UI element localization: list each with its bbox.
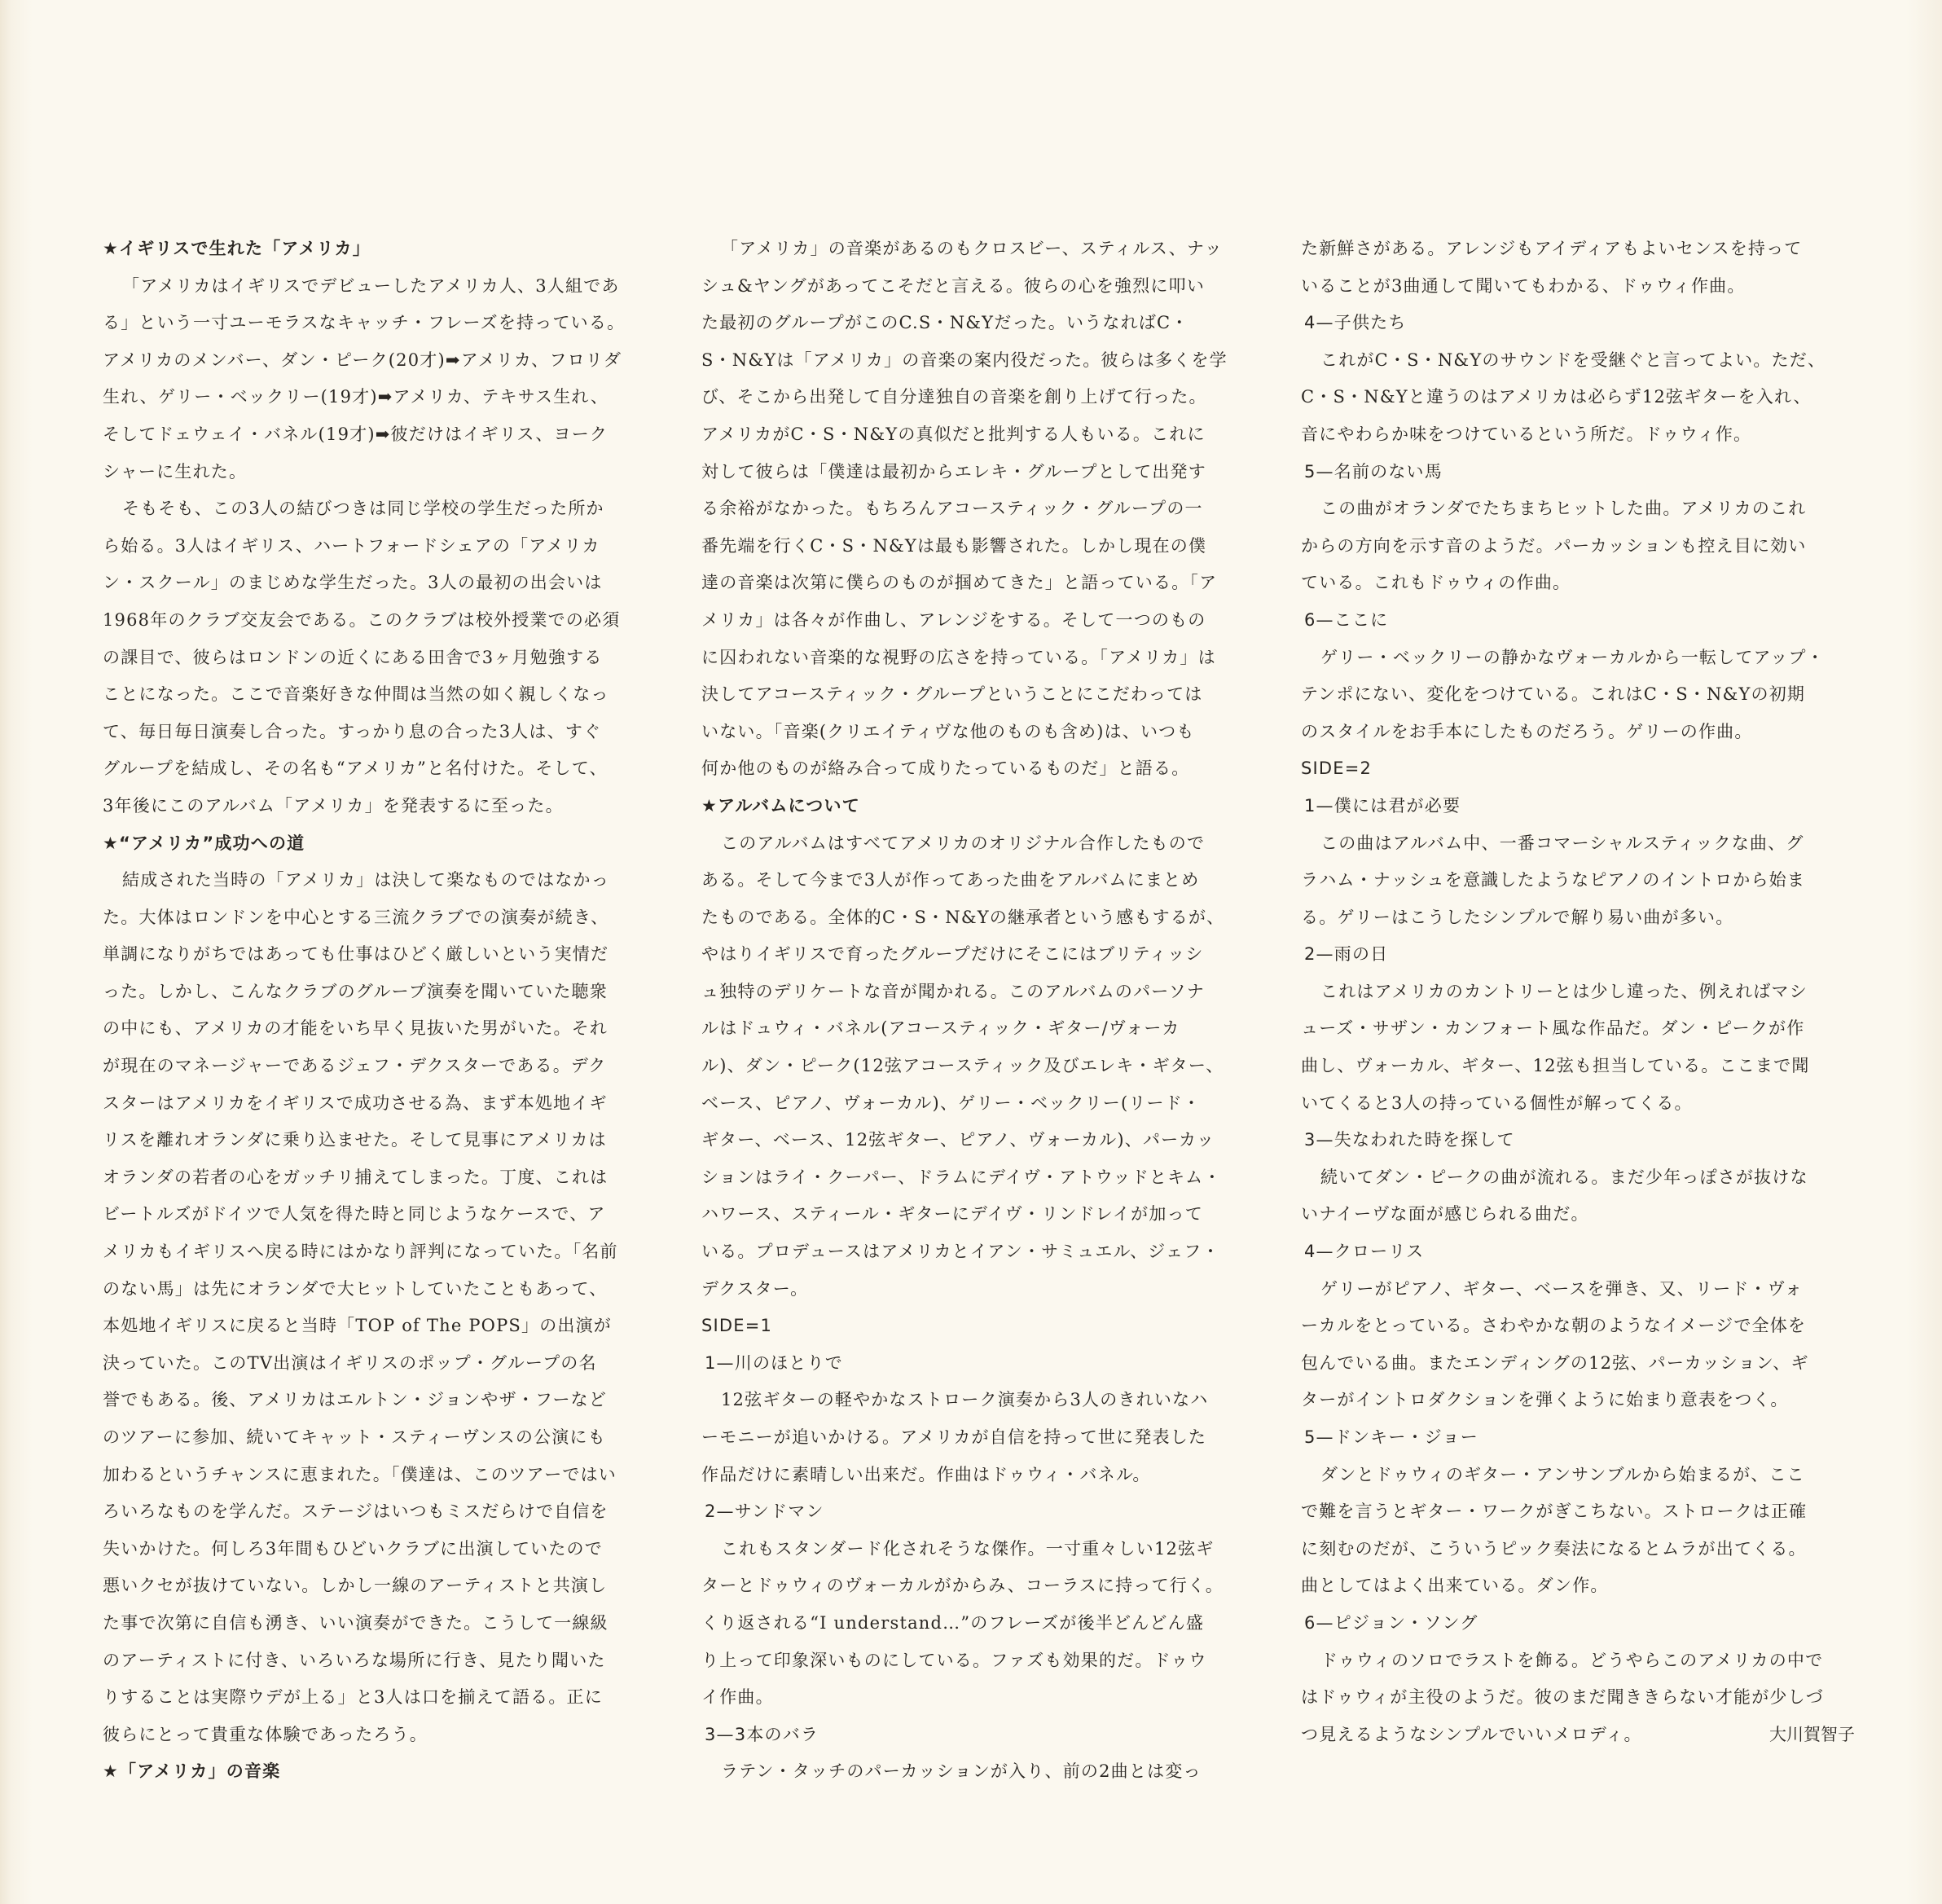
text-line: ら始る。3人はイギリス、ハートフォードシェアの「アメリカ: [103, 535, 600, 556]
text-line: スターはアメリカをイギリスで成功させる為、まず本処地イギ: [103, 1093, 608, 1113]
text-line: アメリカのメンバー、ダン・ピーク(20才)➡アメリカ、フロリダ: [103, 350, 622, 370]
text-line: グループを結成し、その名も“アメリカ”と名付けた。そして、: [103, 759, 608, 779]
paragraph-start: このアルバムはすべてアメリカのオリジナル合作したもので: [721, 833, 1206, 853]
paragraph-start: 「アメリカはイギリスでデビューしたアメリカ人、3人組であ: [122, 275, 620, 296]
track-heading: 3—3本のバラ: [705, 1724, 819, 1744]
track-heading: 5—ドンキー・ジョー: [1304, 1427, 1478, 1447]
text-line: からの方向を示す音のようだ。パーカッションも控え目に効い: [1301, 535, 1807, 556]
text-line: ハワース、スティール・ギターにデイヴ・リンドレイが加って: [701, 1204, 1203, 1225]
track-heading: 3—失なわれた時を探して: [1304, 1130, 1515, 1150]
text-line: 単調になりがちではあっても仕事はひどく厳しいという実情だ: [103, 944, 609, 965]
track-heading: 5—名前のない馬: [1304, 461, 1443, 481]
paragraph-start: ゲリー・ベックリーの静かなヴォーカルから一転してアップ・: [1320, 647, 1825, 667]
text-line: 達の音楽は次第に僕らのものが掴めてきた」と語っている。「ア: [701, 573, 1218, 593]
text-line: 3年後にこのアルバム「アメリカ」を発表するに至った。: [103, 795, 564, 816]
text-line: で難を言うとギター・ワークがぎこちない。ストロークは正確: [1301, 1502, 1808, 1522]
text-line: ろいろなものを学んだ。ステージはいつもミスだらけで自信を: [103, 1502, 609, 1522]
text-line: ーモニーが追いかける。アメリカが自信を持って世に発表した: [701, 1427, 1207, 1447]
side-label: SIDE=1: [701, 1316, 773, 1336]
track-heading: 6—ここに: [1304, 609, 1389, 630]
text-line: つ見えるようなシンプルでいいメロディ。: [1301, 1724, 1642, 1744]
text-line: 加わるというチャンスに恵まれた。「僕達は、このツアーではい: [103, 1464, 617, 1484]
paragraph-start: これがC・S・N&Yのサウンドを受継ぐと言ってよい。ただ、: [1320, 350, 1826, 370]
text-line: ン・スクール」のまじめな学生だった。3人の最初の出会いは: [103, 573, 603, 593]
text-line: ル)、ダン・ピーク(12弦アコースティック及びエレキ・ギター、: [701, 1056, 1224, 1076]
text-line: 作品だけに素晴しい出来だ。作曲はドゥウィ・バネル。: [701, 1464, 1151, 1484]
text-line: 曲し、ヴォーカル、ギター、12弦も担当している。ここまで聞: [1301, 1056, 1810, 1076]
text-line: デクスター。: [701, 1278, 809, 1299]
text-line: シュ&ヤングがあってこそだと言える。彼らの心を強烈に叩い: [701, 275, 1206, 296]
paragraph-start: これもスタンダード化されそうな傑作。一寸重々しい12弦ギ: [721, 1538, 1215, 1559]
text-line: リスを離れオランダに乗り込ませた。そして見事にアメリカは: [103, 1130, 607, 1150]
text-line: 彼らにとって貴重な体験であったろう。: [103, 1724, 428, 1744]
text-line: ラハム・ナッシュを意識したようなピアノのイントロから始ま: [1301, 870, 1806, 890]
text-line: はドゥウィが主役のようだ。彼のまだ聞ききらない才能が少しづ: [1301, 1687, 1825, 1708]
text-line: った。しかし、こんなクラブのグループ演奏を聞いていた聴衆: [103, 981, 608, 1001]
text-line: のない馬」は先にオランダで大ヒットしていたこともあって、: [103, 1278, 608, 1299]
text-line: 本処地イギリスに戻ると当時「TOP of The POPS」の出演が: [103, 1316, 612, 1336]
text-line: ターがイントロダクションを弾くように始まり意表をつく。: [1301, 1390, 1789, 1410]
column-left: [103, 231, 657, 1791]
paragraph-start: これはアメリカのカントリーとは少し違った、例えればマシ: [1320, 981, 1808, 1001]
text-line: ューズ・サザン・カンフォート風な作品だ。ダン・ピークが作: [1301, 1018, 1805, 1039]
paragraph-start: この曲はアルバム中、一番コマーシャルスティックな曲、グ: [1320, 833, 1804, 853]
paragraph-start: 「アメリカ」の音楽があるのもクロスビー、スティルス、ナッ: [721, 239, 1223, 258]
text-line: りすることは実際ウデが上る」と3人は口を揃えて語る。正に: [103, 1687, 603, 1708]
text-line: のアーティストに付き、いろいろな場所に行き、見たり聞いた: [103, 1650, 606, 1670]
text-line: 誉でもある。後、アメリカはエルトン・ジョンやザ・フーなど: [103, 1390, 608, 1410]
text-line: S・N&Yは「アメリカ」の音楽の案内役だった。彼らは多くを学: [701, 350, 1228, 370]
paragraph-start: 12弦ギターの軽やかなストローク演奏から3人のきれいなハ: [721, 1390, 1209, 1410]
text-line: 1968年のクラブ交友会である。このクラブは校外授業での必須: [103, 609, 621, 630]
text-line: ュ独特のデリケートな音が聞かれる。このアルバムのパーソナ: [701, 981, 1206, 1001]
track-heading: 1—僕には君が必要: [1304, 795, 1461, 816]
section-heading: ★“アメリカ”成功への道: [103, 833, 305, 853]
text-line: り上って印象深いものにしている。ファズも効果的だ。ドゥウ: [701, 1650, 1207, 1670]
text-line: た。大体はロンドンを中心とする三流クラブでの演奏が続き、: [103, 907, 609, 927]
paragraph-start: 結成された当時の「アメリカ」は決して楽なものではなかっ: [122, 870, 609, 890]
text-line: 包んでいる曲。またエンディングの12弦、パーカッション、ギ: [1301, 1352, 1809, 1373]
text-line: イ作曲。: [701, 1687, 774, 1708]
text-line: 失いかけた。何しろ3年間もひどいクラブに出演していたので: [103, 1538, 603, 1559]
text-line: 生れ、ゲリー・ベックリー(19才)➡アメリカ、テキサス生れ、: [103, 387, 609, 407]
track-heading: 2—サンドマン: [705, 1502, 824, 1522]
text-line: たものである。全体的C・S・N&Yの継承者という感もするが、: [701, 907, 1225, 927]
track-heading: 2—雨の日: [1304, 944, 1389, 965]
text-line: に囚われない音楽的な視野の広さを持っている。「アメリカ」は: [701, 647, 1216, 667]
text-line: ある。そして今まで3人が作ってあった曲をアルバムにまとめ: [701, 870, 1200, 890]
text-line: 音にやわらか味をつけているという所だ。ドゥウィ作。: [1301, 424, 1752, 444]
text-line: ルはドュウィ・バネル(アコースティック・ギター/ヴォーカ: [701, 1018, 1180, 1039]
text-line: 対して彼らは「僕達は最初からエレキ・グループとして出発す: [701, 461, 1206, 481]
text-line: アメリカがC・S・N&Yの真似だと批判する人もいる。これに: [701, 424, 1206, 444]
text-line: 悪いクセが抜けていない。しかし一線のアーティストと共演し: [103, 1576, 608, 1596]
section-heading: ★イギリスで生れた「アメリカ」: [103, 239, 371, 258]
paragraph-start: そもそも、この3人の結びつきは同じ学校の学生だった所か: [122, 499, 604, 519]
text-line: のスタイルをお手本にしたものだろう。ゲリーの作曲。: [1301, 721, 1753, 741]
text-line: ベース、ピアノ、ヴォーカル)、ゲリー・ベックリー(リード・: [701, 1093, 1202, 1113]
text-line: る」という一寸ユーモラスなキャッチ・フレーズを持っている。: [103, 313, 626, 333]
text-line: いる。プロデュースはアメリカとイアン・サミュエル、ジェフ・: [701, 1242, 1220, 1262]
text-line: いることが3曲通して聞いてもわかる、ドゥウィ作曲。: [1301, 275, 1746, 296]
text-line: メリカ」は各々が作曲し、アレンジをする。そして一つのもの: [701, 609, 1206, 630]
text-line: のツアーに参加、続いてキャット・スティーヴンスの公演にも: [103, 1427, 606, 1447]
text-line: る余裕がなかった。もちろんアコースティック・グループの一: [701, 499, 1203, 519]
section-heading: ★アルバムについて: [701, 795, 860, 816]
text-line: た事で次第に自信も湧き、いい演奏ができた。こうして一線級: [103, 1612, 609, 1633]
text-line: オランダの若者の心をガッチリ捕えてしまった。丁度、これは: [103, 1167, 609, 1187]
text-line: くり返される“I understand…”のフレーズが後半どんどん盛: [701, 1612, 1205, 1633]
author-signature: 大川賀智子: [1769, 1724, 1855, 1744]
paragraph-start: ゲリーがピアノ、ギター、ベースを弾き、又、リード・ヴォ: [1320, 1278, 1804, 1299]
text-line: の課目で、彼らはロンドンの近くにある田舎で3ヶ月勉強する: [103, 647, 603, 667]
paragraph-start: ラテン・タッチのパーカッションが入り、前の2曲とは変っ: [721, 1761, 1202, 1782]
paragraph-start: ドゥウィのソロでラストを飾る。どうやらこのアメリカの中で: [1320, 1650, 1824, 1670]
text-line: やはりイギリスで育ったグループだけにそこにはブリティッシ: [701, 944, 1204, 965]
text-line: の中にも、アメリカの才能をいち早く見抜いた男がいた。それ: [103, 1018, 609, 1039]
text-line: いナイーヴな面が感じられる曲だ。: [1301, 1204, 1589, 1225]
section-heading: ★「アメリカ」の音楽: [103, 1761, 281, 1782]
track-heading: 4—子供たち: [1304, 313, 1407, 333]
text-line: 番先端を行くC・S・N&Yは最も影響された。しかし現在の僕: [701, 535, 1207, 556]
side-label: SIDE=2: [1301, 759, 1373, 779]
text-line: ーカルをとっている。さわやかな朝のようなイメージで全体を: [1301, 1316, 1807, 1336]
column-middle: [701, 231, 1255, 1791]
track-heading: 1—川のほとりで: [705, 1352, 843, 1373]
text-line: 決っていた。このTV出演はイギリスのポップ・グループの名: [103, 1352, 597, 1373]
text-line: 曲としてはよく出来ている。ダン作。: [1301, 1576, 1609, 1596]
text-line: び、そこから出発して自分達独自の音楽を創り上げて行った。: [701, 387, 1207, 407]
paragraph-start: この曲がオランダでたちまちヒットした曲。アメリカのこれ: [1320, 499, 1807, 519]
text-line: た最初のグループがこのC.S・N&Yだった。いうなればC・: [701, 313, 1189, 333]
paragraph-start: ダンとドゥウィのギター・アンサンブルから始まるが、ここ: [1320, 1464, 1805, 1484]
track-heading: 6—ピジョン・ソング: [1304, 1612, 1478, 1633]
text-line: て、毎日毎日演奏し合った。すっかり息の合った3人は、すぐ: [103, 721, 602, 741]
text-line: ギター、ベース、12弦ギター、ピアノ、ヴォーカル)、パーカッ: [701, 1130, 1215, 1150]
text-line: C・S・N&Yと違うのはアメリカは必らず12弦ギターを入れ、: [1301, 387, 1812, 407]
paragraph-start: 続いてダン・ピークの曲が流れる。まだ少年っぽさが抜けな: [1320, 1167, 1808, 1187]
text-line: ターとドゥウィのヴォーカルがからみ、コーラスに持って行く。: [701, 1576, 1224, 1596]
text-line: シャーに生れた。: [103, 461, 248, 481]
text-line: が現在のマネージャーであるジェフ・デクスターである。デク: [103, 1056, 607, 1076]
text-line: る。ゲリーはこうしたシンプルで解り易い曲が多い。: [1301, 907, 1734, 927]
text-line: ビートルズがドイツで人気を得た時と同じようなケースで、ア: [103, 1204, 606, 1225]
text-line: いない。「音楽(クリエイティヴな他のものも含め)は、いつも: [701, 721, 1195, 741]
text-line: ことになった。ここで音楽好きな仲間は当然の如く親しくなっ: [103, 684, 609, 705]
text-line: ションはライ・クーパー、ドラムにデイヴ・アトウッドとキム・: [701, 1167, 1222, 1187]
text-line: た新鮮さがある。アレンジもアイディアもよいセンスを持って: [1301, 239, 1803, 258]
text-line: 何か他のものが絡み合って成りたっているものだ」と語る。: [701, 759, 1190, 779]
text-line: に刻むのだが、こういうピック奏法になるとムラが出てくる。: [1301, 1538, 1807, 1559]
text-line: そしてドェウェイ・バネル(19才)➡彼だけはイギリス、ヨーク: [103, 424, 609, 444]
text-line: 決してアコースティック・グループということにこだわっては: [701, 684, 1203, 705]
track-heading: 4—クローリス: [1304, 1242, 1425, 1262]
text-line: テンポにない、変化をつけている。これはC・S・N&Yの初期: [1301, 684, 1806, 705]
text-line: ている。これもドゥウィの作曲。: [1301, 573, 1571, 593]
column-right: [1301, 231, 1855, 1753]
text-line: いてくると3人の持っている個性が解ってくる。: [1301, 1093, 1693, 1113]
text-line: メリカもイギリスへ戻る時にはかなり評判になっていた。「名前: [103, 1242, 618, 1262]
